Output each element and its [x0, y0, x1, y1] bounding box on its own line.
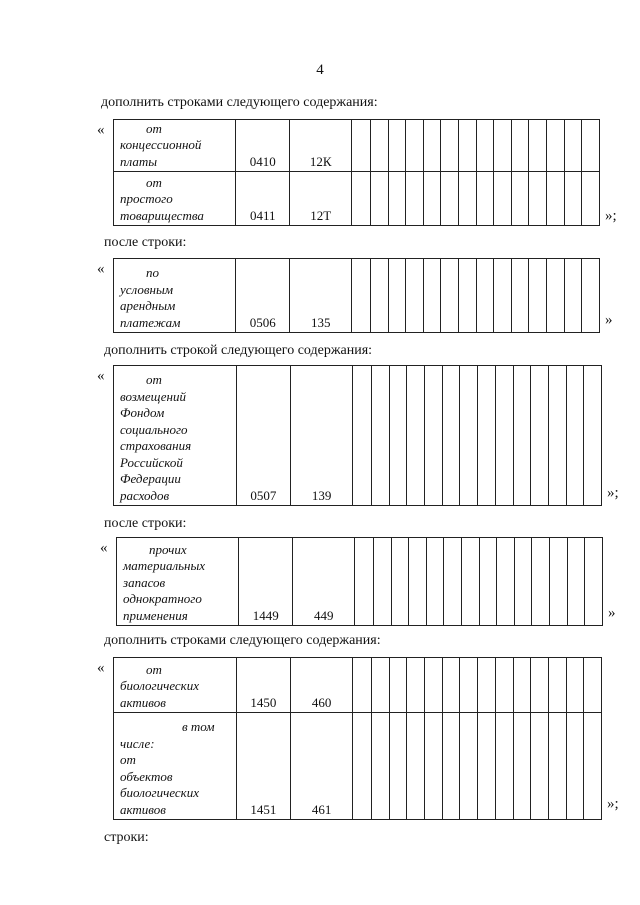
empty-value-cell [370, 172, 388, 226]
row-name-line: арендным [120, 298, 176, 313]
empty-value-cell [513, 713, 531, 820]
row-name-cell [114, 658, 237, 713]
empty-value-cell [423, 259, 441, 333]
empty-value-cell [460, 713, 478, 820]
empty-value-cell [353, 658, 372, 713]
form-table-fragment [113, 365, 602, 506]
empty-value-cell [511, 172, 529, 226]
table-row [114, 713, 602, 820]
row-name-line: платежам [120, 314, 181, 330]
instruction-text: дополнить строкой следующего содержания: [104, 343, 373, 358]
empty-value-cell [531, 366, 549, 506]
table-row [114, 366, 602, 506]
empty-value-cell [406, 120, 424, 172]
empty-value-cell [391, 538, 409, 626]
empty-value-cell [564, 120, 582, 172]
account-code-cell: 460 [290, 658, 352, 713]
empty-value-cell [442, 366, 460, 506]
row-name-line: Федерации [120, 471, 181, 486]
empty-value-cell [479, 538, 497, 626]
row-name-cell [114, 366, 237, 506]
instruction-text: после строки: [104, 235, 187, 250]
row-name-line: в том [182, 719, 215, 734]
empty-value-cell [353, 366, 372, 506]
empty-value-cell [531, 658, 549, 713]
empty-value-cell [372, 366, 390, 506]
empty-value-cell [495, 658, 513, 713]
empty-value-cell [441, 172, 459, 226]
empty-value-cell [584, 713, 602, 820]
empty-value-cell [352, 172, 371, 226]
row-name-line: возмещений [120, 388, 186, 404]
row-name-cell [114, 172, 236, 226]
empty-value-cell [547, 172, 565, 226]
empty-value-cell [389, 658, 407, 713]
empty-value-cell [582, 172, 600, 226]
empty-value-cell [511, 259, 529, 333]
empty-value-cell [566, 366, 584, 506]
empty-value-cell [478, 713, 496, 820]
close-quote: »; [607, 485, 619, 501]
empty-value-cell [494, 259, 512, 333]
empty-value-cell [567, 538, 585, 626]
empty-value-cell [406, 259, 424, 333]
row-name-line: расходов [120, 487, 170, 503]
row-name-line: простого [120, 191, 173, 206]
instruction-text: строки: [104, 830, 149, 845]
row-name-line: однократного [123, 591, 202, 606]
empty-value-cell [497, 538, 515, 626]
empty-value-cell [476, 120, 494, 172]
empty-value-cell [564, 172, 582, 226]
empty-value-cell [494, 172, 512, 226]
empty-value-cell [548, 366, 566, 506]
empty-value-cell [478, 658, 496, 713]
empty-value-cell [459, 259, 477, 333]
empty-value-cell [406, 172, 424, 226]
line-code-cell: 0507 [236, 366, 290, 506]
empty-value-cell [532, 538, 550, 626]
open-quote: « [97, 261, 105, 277]
empty-value-cell [460, 366, 478, 506]
close-quote: »; [607, 796, 619, 812]
empty-value-cell [548, 658, 566, 713]
line-code-cell: 1451 [236, 713, 290, 820]
row-name-line: страхования [120, 438, 192, 453]
empty-value-cell [495, 713, 513, 820]
form-table-fragment [116, 537, 603, 626]
row-name-line: концессионной [120, 137, 202, 152]
open-quote: « [97, 122, 105, 138]
empty-value-cell [409, 538, 427, 626]
empty-value-cell [388, 259, 406, 333]
row-name-line: Российской [120, 454, 183, 470]
account-code-cell: 12К [290, 120, 352, 172]
row-name-line: социального [120, 421, 188, 437]
table-row [114, 172, 600, 226]
empty-value-cell [513, 658, 531, 713]
empty-value-cell [531, 713, 549, 820]
row-name-line: от [120, 752, 136, 767]
close-quote: »; [605, 208, 617, 224]
row-name-cell [114, 120, 236, 172]
empty-value-cell [425, 366, 443, 506]
empty-value-cell [582, 259, 600, 333]
empty-value-cell [426, 538, 444, 626]
empty-value-cell [425, 713, 443, 820]
form-table-fragment [113, 657, 602, 820]
empty-value-cell [425, 658, 443, 713]
empty-value-cell [476, 259, 494, 333]
empty-value-cell [444, 538, 462, 626]
empty-value-cell [548, 713, 566, 820]
empty-value-cell [494, 120, 512, 172]
empty-value-cell [353, 713, 372, 820]
empty-value-cell [476, 172, 494, 226]
empty-value-cell [550, 538, 568, 626]
row-name-line: от [146, 372, 162, 387]
row-name-line: от [146, 120, 162, 136]
empty-value-cell [584, 366, 602, 506]
row-name-line: от [146, 661, 162, 677]
row-name-cell [114, 713, 237, 820]
row-name-line: условным [120, 281, 174, 297]
empty-value-cell [566, 658, 584, 713]
row-name-line: запасов [123, 574, 166, 590]
empty-value-cell [584, 658, 602, 713]
table-row [117, 538, 603, 626]
empty-value-cell [462, 538, 480, 626]
open-quote: « [100, 540, 108, 556]
form-table-fragment [113, 258, 600, 333]
row-name-line: по [146, 265, 159, 280]
empty-value-cell [355, 538, 374, 626]
empty-value-cell [370, 259, 388, 333]
empty-value-cell [529, 172, 547, 226]
line-code-cell: 1450 [236, 658, 290, 713]
empty-value-cell [514, 538, 532, 626]
row-name-line: активов [120, 694, 166, 710]
page-number: 4 [316, 62, 324, 78]
empty-value-cell [388, 120, 406, 172]
line-code-cell: 0506 [236, 259, 290, 333]
empty-value-cell [423, 172, 441, 226]
empty-value-cell [478, 366, 496, 506]
empty-value-cell [407, 658, 425, 713]
empty-value-cell [585, 538, 603, 626]
empty-value-cell [373, 538, 391, 626]
empty-value-cell [460, 658, 478, 713]
row-name-line: прочих [149, 541, 187, 557]
empty-value-cell [442, 658, 460, 713]
form-table-fragment [113, 119, 600, 226]
open-quote: « [97, 660, 105, 676]
row-name-line: числе: [120, 735, 155, 751]
instruction-text: дополнить строками следующего содержания: [104, 633, 381, 648]
empty-value-cell [352, 259, 371, 333]
close-quote: » [608, 605, 616, 621]
open-quote: « [97, 368, 105, 384]
empty-value-cell [459, 172, 477, 226]
empty-value-cell [564, 259, 582, 333]
close-quote: » [605, 312, 613, 328]
empty-value-cell [442, 713, 460, 820]
instruction-text: после строки: [104, 516, 187, 531]
empty-value-cell [547, 120, 565, 172]
row-name-line: применения [123, 607, 188, 623]
empty-value-cell [547, 259, 565, 333]
empty-value-cell [495, 366, 513, 506]
row-name-line: Фондом [120, 405, 165, 420]
empty-value-cell [370, 120, 388, 172]
empty-value-cell [529, 259, 547, 333]
empty-value-cell [529, 120, 547, 172]
empty-value-cell [441, 259, 459, 333]
line-code-cell: 1449 [239, 538, 293, 626]
account-code-cell: 12Т [290, 172, 352, 226]
row-name-line: биологических [120, 678, 200, 693]
row-name-line: товарищества [120, 207, 204, 223]
row-name-line: от [146, 174, 162, 190]
empty-value-cell [372, 658, 390, 713]
account-code-cell: 449 [293, 538, 355, 626]
empty-value-cell [513, 366, 531, 506]
empty-value-cell [407, 713, 425, 820]
empty-value-cell [459, 120, 477, 172]
account-code-cell: 135 [290, 259, 352, 333]
empty-value-cell [423, 120, 441, 172]
row-name-cell [114, 259, 236, 333]
empty-value-cell [566, 713, 584, 820]
instruction-text: дополнить строками следующего содержания: [101, 95, 378, 110]
line-code-cell: 0411 [236, 172, 290, 226]
account-code-cell: 461 [290, 713, 352, 820]
account-code-cell: 139 [290, 366, 352, 506]
line-code-cell: 0410 [236, 120, 290, 172]
empty-value-cell [441, 120, 459, 172]
row-name-line: биологических [120, 785, 200, 800]
empty-value-cell [352, 120, 371, 172]
row-name-line: платы [120, 153, 158, 169]
empty-value-cell [407, 366, 425, 506]
table-row [114, 259, 600, 333]
table-row [114, 658, 602, 713]
empty-value-cell [389, 713, 407, 820]
table-row [114, 120, 600, 172]
empty-value-cell [372, 713, 390, 820]
empty-value-cell [582, 120, 600, 172]
empty-value-cell [389, 366, 407, 506]
empty-value-cell [511, 120, 529, 172]
empty-value-cell [388, 172, 406, 226]
row-name-line: материальных [123, 558, 206, 573]
row-name-line: объектов [120, 768, 173, 784]
row-name-cell [117, 538, 239, 626]
row-name-line: активов [120, 801, 166, 817]
